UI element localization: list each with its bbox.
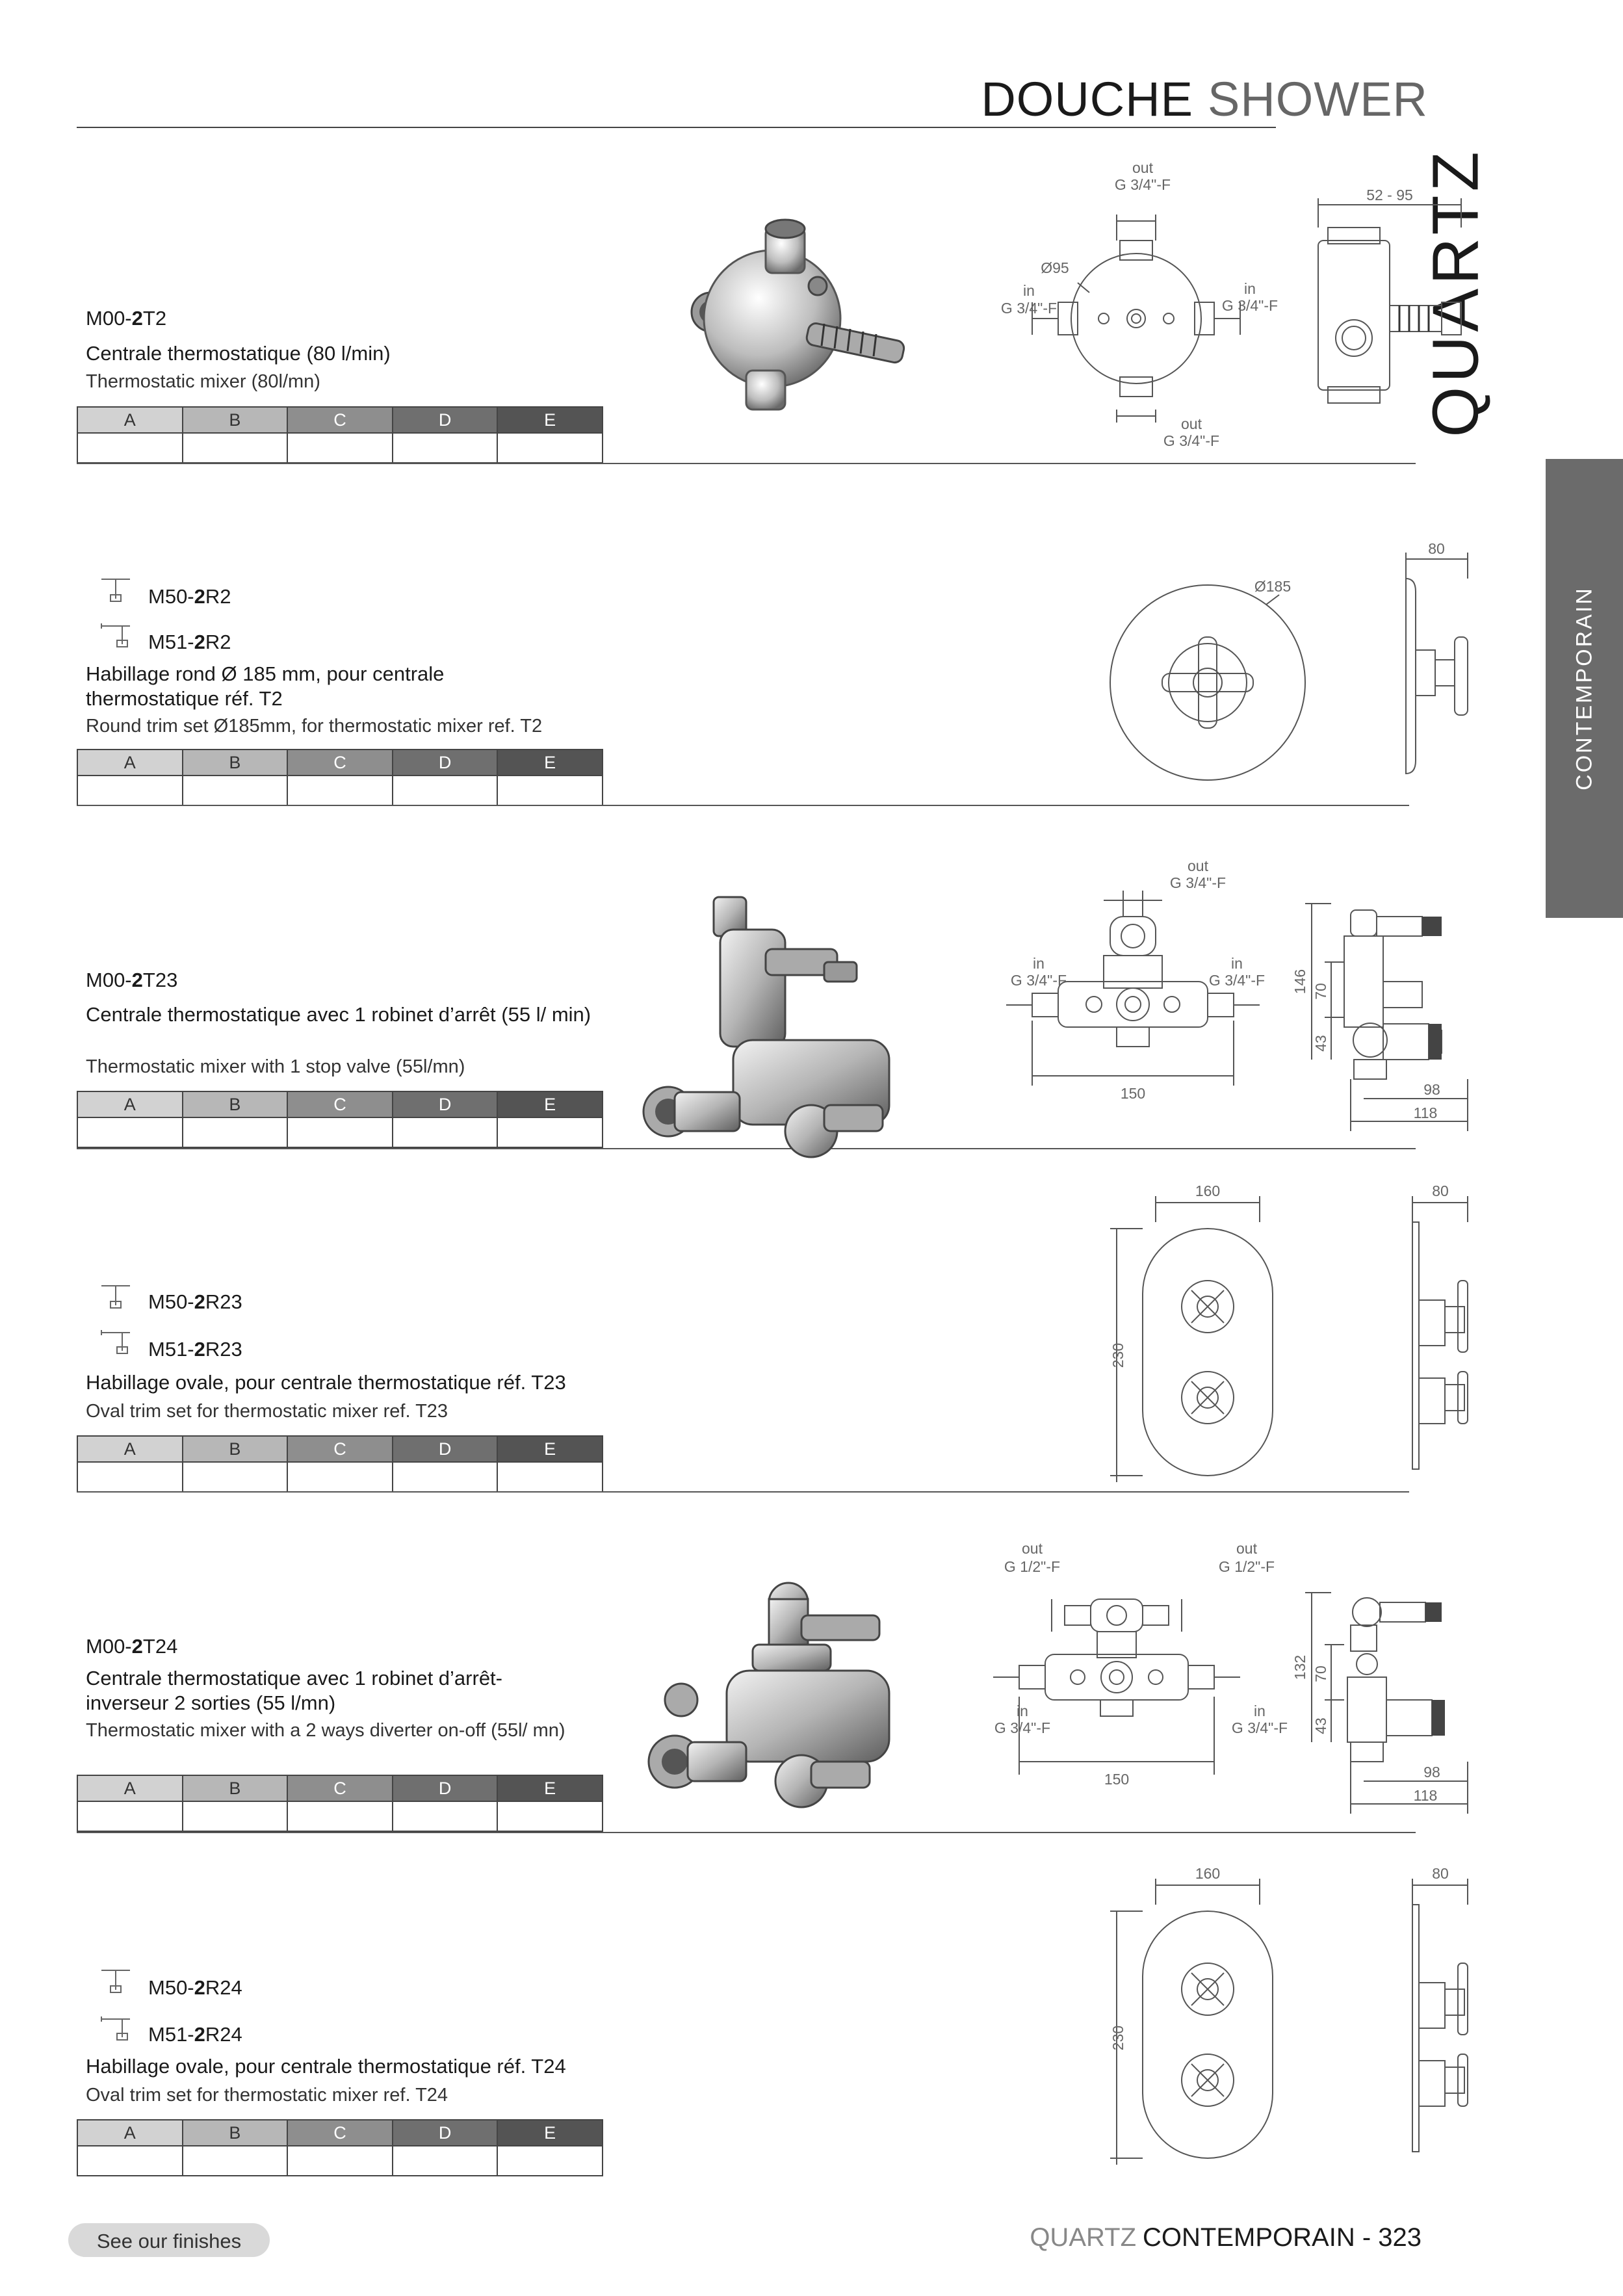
see-finishes-button[interactable]: See our finishes: [68, 2223, 270, 2257]
product-photo-t23: [636, 884, 935, 1144]
product-code: M00-2T23: [86, 969, 178, 991]
svg-text:in: in: [1033, 955, 1045, 972]
finish-e[interactable]: E: [497, 407, 603, 433]
finish-d[interactable]: D: [393, 1436, 498, 1462]
technical-drawing-t2-side: [1299, 189, 1474, 410]
section-divider: [77, 463, 1416, 464]
product-desc-fr: Habillage ovale, pour centrale thermostatique réf. T23: [86, 1371, 566, 1394]
svg-text:70: 70: [1312, 983, 1329, 1000]
finish-a[interactable]: A: [77, 2120, 183, 2146]
finish-table: [77, 1091, 603, 1148]
side-tab-contemporain[interactable]: CONTEMPORAIN: [1546, 459, 1623, 918]
finish-table: [77, 1435, 603, 1493]
svg-text:80: 80: [1428, 540, 1445, 557]
product-section-t23: [77, 813, 1440, 1157]
svg-text:in: in: [1231, 955, 1243, 972]
svg-text:G 3/4"-F: G 3/4"-F: [1221, 297, 1279, 314]
svg-text:out: out: [1132, 159, 1153, 176]
svg-text:118: 118: [1413, 1104, 1438, 1121]
finish-b[interactable]: B: [183, 750, 288, 776]
svg-text:43: 43: [1312, 1717, 1329, 1734]
svg-text:in: in: [1244, 280, 1256, 297]
svg-text:150: 150: [1104, 1771, 1130, 1788]
product-desc-en: Round trim set Ø185mm, for thermostatic mixer ref. T2: [86, 716, 543, 737]
product-desc-fr: Centrale thermostatique avec 1 robinet d’arrêt (55 l/ min): [86, 1003, 591, 1026]
finish-b[interactable]: B: [183, 407, 288, 433]
finish-a[interactable]: A: [77, 1775, 183, 1801]
technical-drawing-t23-front: [909, 852, 1266, 1138]
finish-d[interactable]: D: [393, 2120, 498, 2146]
finish-c[interactable]: C: [287, 1091, 393, 1117]
svg-text:230: 230: [1110, 1342, 1126, 1368]
product-desc-fr: Habillage rond Ø 185 mm, pour centrale thermostatique réf. T2: [86, 662, 445, 710]
product-section-r23: [77, 1157, 1449, 1495]
technical-drawing-t24-front: [896, 1534, 1288, 1820]
technical-drawing-t24-side: [1286, 1573, 1487, 1820]
finish-b[interactable]: B: [183, 1775, 288, 1801]
svg-text:146: 146: [1292, 969, 1308, 995]
finish-b[interactable]: B: [183, 1436, 288, 1462]
product-desc-fr: Habillage ovale, pour centrale thermostatique réf. T24: [86, 2055, 566, 2078]
page-title: [981, 72, 1428, 127]
svg-text:Ø185: Ø185: [1254, 578, 1292, 595]
section-divider: [77, 1832, 1416, 1833]
svg-text:G 3/4"-F: G 3/4"-F: [1208, 972, 1266, 989]
svg-text:Ø95: Ø95: [1041, 259, 1069, 276]
product-code-m51: M51-2R23: [148, 1338, 242, 1361]
svg-text:in: in: [1017, 1702, 1028, 1719]
finish-a[interactable]: A: [77, 1091, 183, 1117]
finish-b[interactable]: B: [183, 1091, 288, 1117]
technical-drawing-t2-front: [909, 150, 1312, 462]
svg-text:out: out: [1188, 857, 1208, 874]
section-divider: [77, 805, 1409, 806]
product-photo-t2: [649, 208, 935, 429]
svg-text:in: in: [1023, 282, 1035, 299]
svg-text:G 3/4"-F: G 3/4"-F: [1010, 972, 1067, 989]
svg-text:G 1/2"-F: G 1/2"-F: [1218, 1558, 1275, 1575]
svg-text:out: out: [1022, 1540, 1043, 1557]
product-code-m50: M50-2R24: [148, 1976, 242, 1999]
cross-handle-icon: [99, 1966, 133, 1995]
footer-brand: QUARTZ: [1030, 2223, 1137, 2252]
product-desc-en: Thermostatic mixer with a 2 ways diverter on-off (55l/ mn): [86, 1720, 565, 1741]
finish-table: [77, 749, 603, 806]
finish-e[interactable]: E: [497, 1091, 603, 1117]
technical-drawing-r23-front: [1026, 1177, 1331, 1482]
product-section-t2: [77, 130, 1416, 468]
finish-c[interactable]: C: [287, 2120, 393, 2146]
finish-b[interactable]: B: [183, 2120, 288, 2146]
brand-vertical: QUARTZ: [1419, 148, 1492, 437]
product-section-r2: [77, 468, 1445, 813]
svg-text:98: 98: [1423, 1081, 1440, 1098]
product-code: M00-2T2: [86, 307, 167, 330]
product-desc-en: Thermostatic mixer with 1 stop valve (55l/mn): [86, 1056, 465, 1077]
footer-page-label: [1030, 2223, 1422, 2252]
svg-text:G 3/4"-F: G 3/4"-F: [1231, 1719, 1288, 1736]
section-divider: [77, 1491, 1409, 1493]
footer-collection-page: CONTEMPORAIN - 323: [1143, 2223, 1422, 2252]
technical-drawing-r2-side: [1325, 540, 1494, 800]
product-desc-en: Oval trim set for thermostatic mixer ref. T24: [86, 2085, 448, 2106]
finish-a[interactable]: A: [77, 407, 183, 433]
cross-handle-icon: [99, 1282, 133, 1311]
finish-e[interactable]: E: [497, 750, 603, 776]
section-divider: [77, 1148, 1416, 1149]
product-code: M00-2T24: [86, 1635, 178, 1658]
finish-d[interactable]: D: [393, 750, 498, 776]
finish-a[interactable]: A: [77, 1436, 183, 1462]
lever-handle-icon: [99, 621, 133, 649]
svg-text:G 3/4"-F: G 3/4"-F: [1114, 176, 1171, 193]
finish-table: [77, 406, 603, 463]
finish-c[interactable]: C: [287, 1436, 393, 1462]
svg-text:G 3/4"-F: G 3/4"-F: [994, 1719, 1051, 1736]
finish-e[interactable]: E: [497, 1436, 603, 1462]
title-en: SHOWER: [1208, 72, 1428, 126]
product-code-m51: M51-2R2: [148, 631, 231, 653]
svg-text:80: 80: [1432, 1865, 1449, 1882]
svg-text:132: 132: [1292, 1654, 1308, 1680]
product-section-t24: [77, 1495, 1440, 1840]
svg-text:in: in: [1254, 1702, 1266, 1719]
lever-handle-icon: [99, 1327, 133, 1356]
product-section-r24: [77, 1840, 1449, 2204]
lever-handle-icon: [99, 2014, 133, 2042]
svg-text:80: 80: [1432, 1182, 1449, 1199]
header-divider: [77, 127, 1276, 128]
finish-c[interactable]: C: [287, 750, 393, 776]
svg-text:G 3/4"-F: G 3/4"-F: [1163, 432, 1220, 449]
svg-text:98: 98: [1423, 1764, 1440, 1781]
svg-text:150: 150: [1120, 1085, 1146, 1102]
svg-text:118: 118: [1413, 1787, 1438, 1804]
technical-drawing-r24-front: [1026, 1859, 1331, 2165]
technical-drawing-r2-front: [1052, 533, 1325, 793]
finish-e[interactable]: E: [497, 2120, 603, 2146]
finish-table: [77, 1775, 603, 1832]
product-desc-en: Oval trim set for thermostatic mixer ref. T23: [86, 1401, 448, 1422]
product-photo-t24: [636, 1580, 935, 1820]
product-desc-en: Thermostatic mixer (80l/mn): [86, 371, 320, 392]
finish-e[interactable]: E: [497, 1775, 603, 1801]
title-fr: DOUCHE: [981, 72, 1193, 126]
product-code-m51: M51-2R24: [148, 2023, 242, 2046]
svg-text:out: out: [1236, 1540, 1257, 1557]
finish-d[interactable]: D: [393, 1091, 498, 1117]
svg-text:G 3/4"-F: G 3/4"-F: [1000, 300, 1058, 317]
svg-text:230: 230: [1110, 2025, 1126, 2051]
finish-d[interactable]: D: [393, 1775, 498, 1801]
finish-d[interactable]: D: [393, 407, 498, 433]
svg-text:out: out: [1181, 415, 1202, 432]
finish-table: [77, 2119, 603, 2176]
svg-text:160: 160: [1195, 1182, 1221, 1199]
svg-text:43: 43: [1312, 1035, 1329, 1052]
svg-text:G 3/4"-F: G 3/4"-F: [1169, 874, 1227, 891]
product-desc-fr: Centrale thermostatique avec 1 robinet d’arrêt-inverseur 2 sorties (55 l/mn): [86, 1667, 502, 1714]
product-code-m50: M50-2R2: [148, 585, 231, 608]
svg-text:70: 70: [1312, 1665, 1329, 1682]
finish-c[interactable]: C: [287, 407, 393, 433]
technical-drawing-t23-side: [1286, 891, 1487, 1138]
finish-a[interactable]: A: [77, 750, 183, 776]
svg-text:G 1/2"-F: G 1/2"-F: [1004, 1558, 1061, 1575]
product-code-m50: M50-2R23: [148, 1290, 242, 1313]
svg-text:52 - 95: 52 - 95: [1366, 187, 1413, 203]
technical-drawing-r23-side: [1325, 1177, 1494, 1476]
svg-text:160: 160: [1195, 1865, 1221, 1882]
cross-handle-icon: [99, 575, 133, 604]
technical-drawing-r24-side: [1325, 1859, 1494, 2158]
product-desc-fr: Centrale thermostatique (80 l/min): [86, 342, 391, 365]
finish-c[interactable]: C: [287, 1775, 393, 1801]
